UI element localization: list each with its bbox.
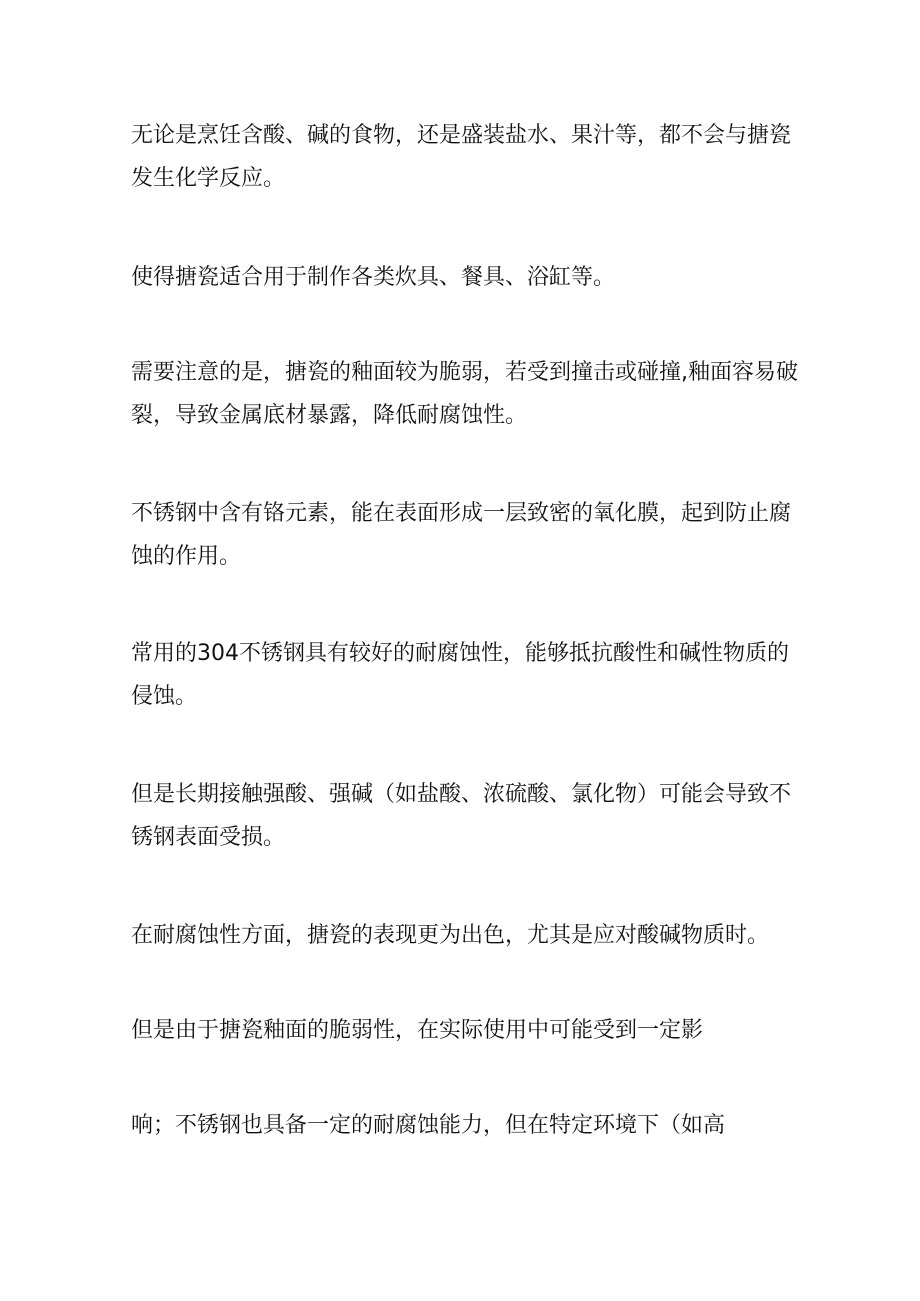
paragraph-6: 但是长期接触强酸、强碱（如盐酸、浓硫酸、氯化物）可能会导致不锈钢表面受损。 bbox=[131, 782, 792, 850]
paragraph-8: 但是由于搪瓷釉面的脆弱性，在实际使用中可能受到一定影 bbox=[131, 1018, 704, 1043]
paragraph-4: 不锈钢中含有铬元素，能在表面形成一层致密的氧化膜，起到防止腐蚀的作用。 bbox=[131, 501, 792, 569]
paragraph-2: 使得搪瓷适合用于制作各类炊具、餐具、浴缸等。 bbox=[131, 265, 616, 290]
paragraph-7: 在耐腐蚀性方面，搪瓷的表现更为出色，尤其是应对酸碱物质时。 bbox=[131, 923, 770, 948]
paragraph-1: 无论是烹饪含酸、碱的食物，还是盛装盐水、果汁等，都不会与搪瓷发生化学反应。 bbox=[131, 123, 792, 191]
paragraph-9: 响；不锈钢也具备一定的耐腐蚀能力，但在特定环境下（如高 bbox=[131, 1113, 726, 1138]
paragraph-5: 常用的304不锈钢具有较好的耐腐蚀性，能够抵抗酸性和碱性物质的侵蚀。 bbox=[131, 641, 789, 709]
paragraph-3: 需要注意的是，搪瓷的釉面较为脆弱，若受到撞击或碰撞,釉面容易破裂，导致金属底材暴露，降低耐腐蚀性。 bbox=[131, 360, 798, 428]
